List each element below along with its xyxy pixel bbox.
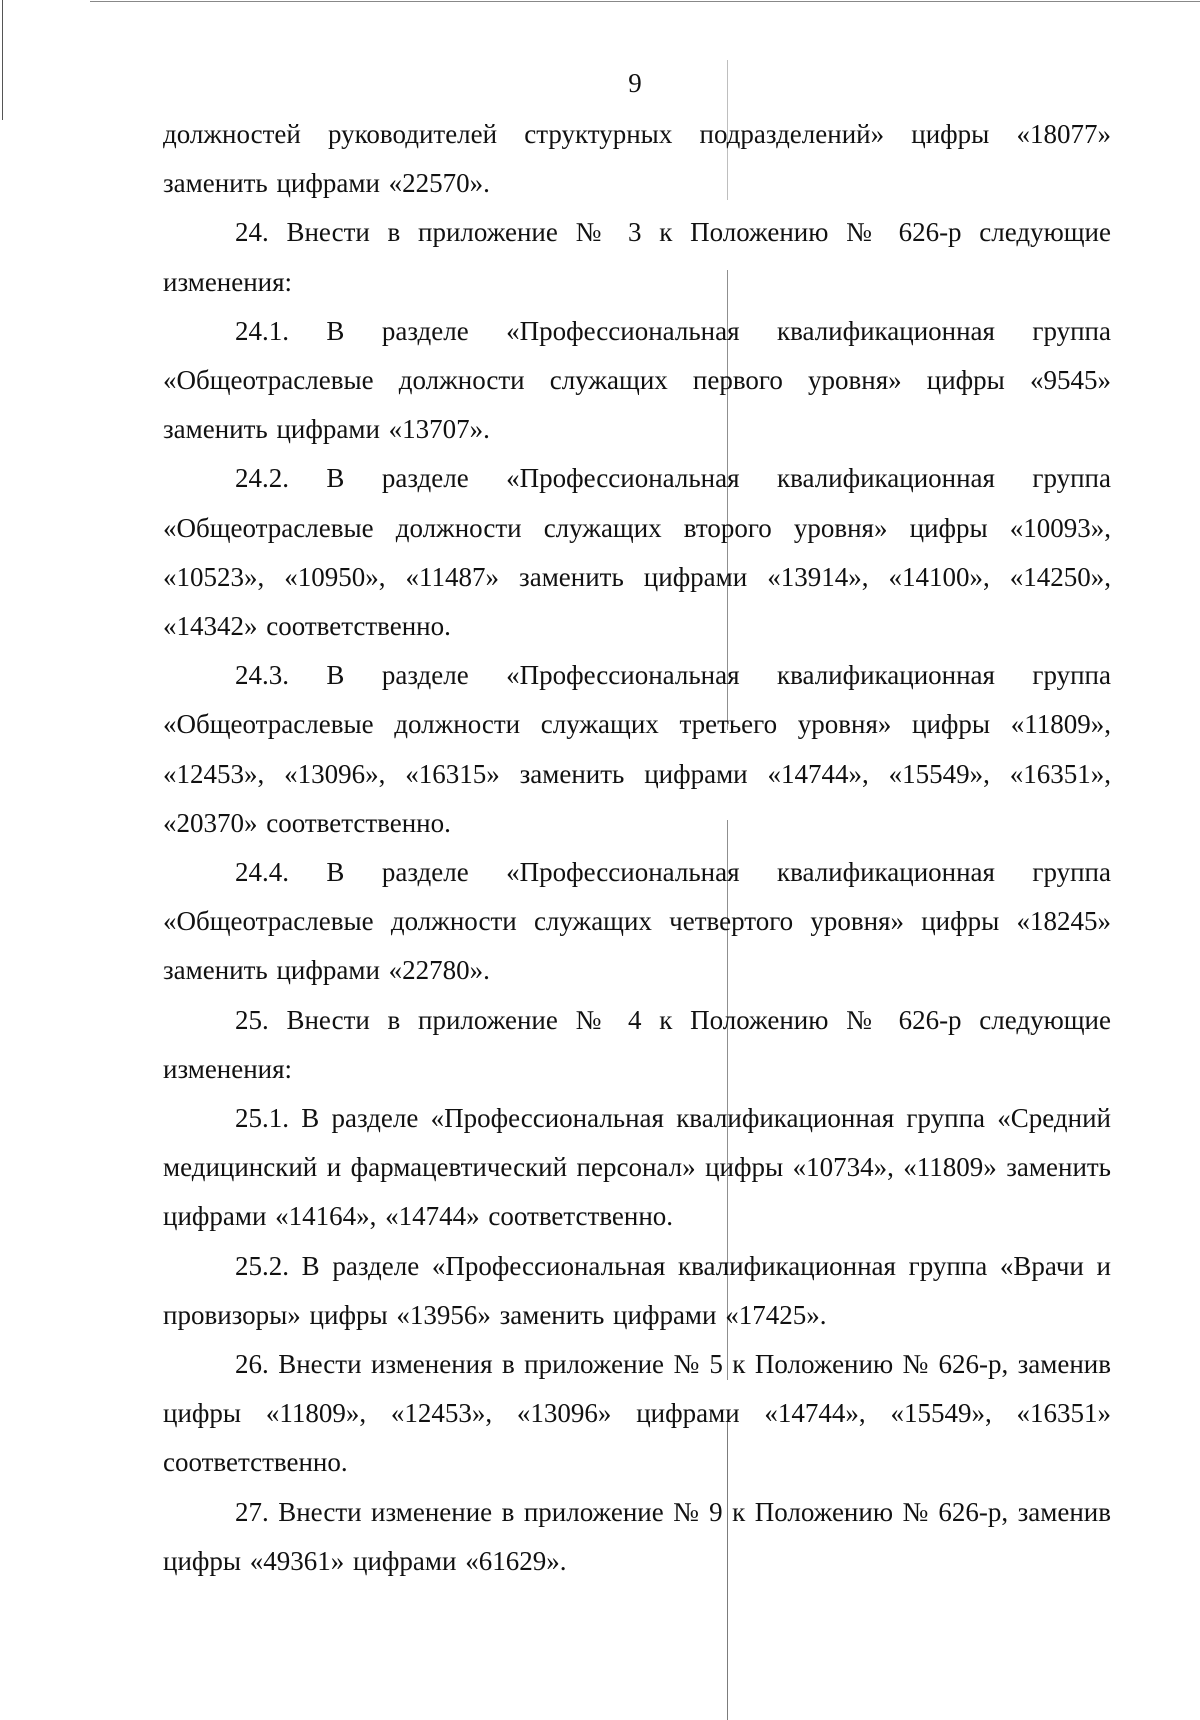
paragraph-continuation: должностей руководителей структурных подразделений» цифры «18077» заменить цифрами «22570». [163, 119, 1111, 199]
paragraph-item-27: 27. Внести изменение в приложение № 9 к Положению № 626-р, заменив цифры «49361» цифрами «61629». [163, 1496, 1111, 1576]
document-body [163, 110, 1111, 1586]
paragraph-item-24-4: 24.4. В разделе «Профессиональная квалификационная группа «Общеотраслевые должности служащих четвертого уровня» цифры «18245» заменить цифрами «22780». [163, 857, 1111, 986]
scan-edge-top [90, 1, 1200, 2]
scan-edge-left [2, 0, 3, 120]
paragraph-item-24: 24. Внести в приложение № 3 к Положению № 626-р следующие изменения: [163, 217, 1111, 297]
page-number: 9 [628, 68, 642, 98]
paragraph-item-25-1: 25.1. В разделе «Профессиональная квалификационная группа «Средний медицинский и фармацевтический персонал» цифры «10734», «11809» заменить цифрами «14164», «14744» соответственно. [163, 1103, 1111, 1232]
paragraph-item-25: 25. Внести в приложение № 4 к Положению № 626-р следующие изменения: [163, 1004, 1111, 1084]
paragraph-item-25-2: 25.2. В разделе «Профессиональная квалификационная группа «Врачи и провизоры» цифры «13956» заменить цифрами «17425». [163, 1250, 1111, 1330]
paragraph-item-26: 26. Внести изменения в приложение № 5 к Положению № 626-р, заменив цифры «11809», «12453», «13096» цифрами «14744», «15549», «16351» соответственно. [163, 1349, 1111, 1478]
paragraph-item-24-1: 24.1. В разделе «Профессиональная квалификационная группа «Общеотраслевые должности служащих первого уровня» цифры «9545» заменить цифрами «13707». [163, 315, 1111, 445]
paragraph-item-24-3: 24.3. В разделе «Профессиональная квалификационная группа «Общеотраслевые должности служащих третьего уровня» цифры «11809», «12453», «13096», «16315» заменить цифрами «14744», «15549», «16351», «20370» соответственно. [163, 660, 1111, 838]
paragraph-item-24-2: 24.2. В разделе «Профессиональная квалификационная группа «Общеотраслевые должности служащих второго уровня» цифры «10093», «10523», «10950», «11487» заменить цифрами «13914», «14100», «14250», «14342» соответственно. [163, 463, 1111, 642]
